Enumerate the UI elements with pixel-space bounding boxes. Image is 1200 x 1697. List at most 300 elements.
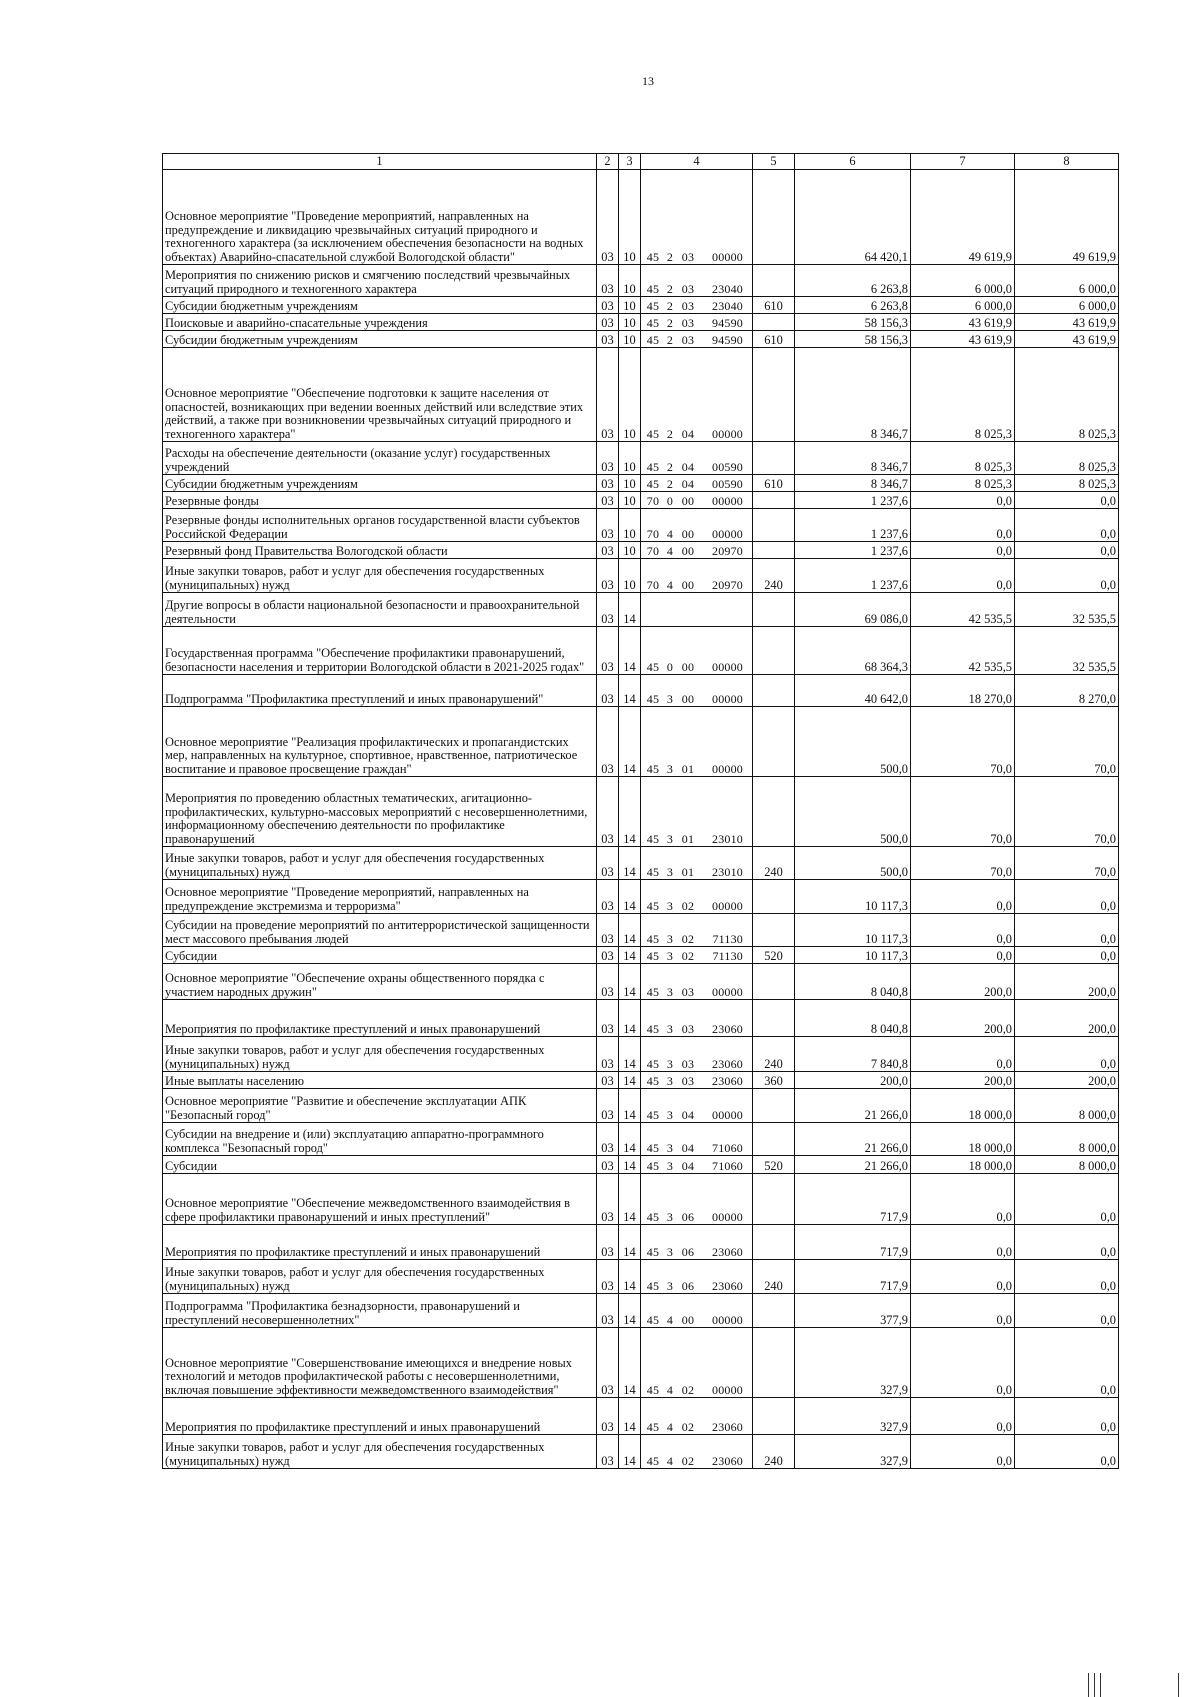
code-subprogram: 2	[666, 460, 674, 475]
row-subsection: 10	[619, 265, 641, 297]
row-subsection: 14	[619, 947, 641, 964]
row-name: Иные закупки товаров, работ и услуг для обеспечения государственных (муниципальных) нужд	[163, 847, 597, 880]
row-expense-type	[753, 1398, 795, 1435]
code-program: 45	[646, 1159, 660, 1174]
code-program: 45	[646, 762, 660, 777]
row-subsection: 14	[619, 1435, 641, 1469]
row-target-code	[641, 331, 753, 348]
row-amount-col7: 6 000,0	[911, 297, 1015, 314]
row-amount-col6: 69 086,0	[795, 593, 911, 627]
row-name: Резервные фонды исполнительных органов государственной власти субъектов Российской Федерации	[163, 509, 597, 542]
row-amount-col8: 0,0	[1015, 914, 1119, 947]
code-direction: 23060	[712, 1420, 743, 1435]
row-amount-col7: 0,0	[911, 1260, 1015, 1294]
code-direction: 23060	[712, 1454, 743, 1469]
header-col-3: 3	[619, 154, 641, 170]
row-section: 03	[597, 1037, 619, 1072]
row-amount-col6: 1 237,6	[795, 559, 911, 593]
row-section: 03	[597, 964, 619, 1000]
code-program: 45	[646, 250, 660, 265]
row-expense-type	[753, 777, 795, 847]
row-expense-type: 240	[753, 1435, 795, 1469]
row-target-code	[641, 1294, 753, 1328]
row-target-code	[641, 947, 753, 964]
code-program: 45	[646, 1313, 660, 1328]
code-program: 45	[646, 1141, 660, 1156]
row-amount-col8: 0,0	[1015, 947, 1119, 964]
row-subsection: 14	[619, 1225, 641, 1260]
code-subprogram: 4	[666, 544, 674, 559]
table-row	[163, 542, 1119, 559]
code-subprogram: 3	[666, 1108, 674, 1123]
row-amount-col7: 0,0	[911, 492, 1015, 509]
code-subprogram: 3	[666, 1057, 674, 1072]
row-amount-col7: 42 535,5	[911, 593, 1015, 627]
code-subprogram: 3	[666, 1022, 674, 1037]
code-direction: 20970	[712, 578, 743, 593]
code-direction: 00000	[712, 1210, 743, 1225]
row-amount-col7: 8 025,3	[911, 348, 1015, 442]
table-row	[163, 1174, 1119, 1225]
row-expense-type	[753, 914, 795, 947]
row-subsection: 10	[619, 331, 641, 348]
row-section: 03	[597, 265, 619, 297]
code-subprogram: 0	[666, 660, 674, 675]
row-target-code	[641, 1072, 753, 1089]
row-expense-type: 610	[753, 475, 795, 492]
table-row	[163, 559, 1119, 593]
row-amount-col7: 0,0	[911, 1435, 1015, 1469]
row-amount-col7: 0,0	[911, 1037, 1015, 1072]
row-target-code	[641, 1435, 753, 1469]
row-expense-type	[753, 1000, 795, 1037]
row-subsection: 14	[619, 707, 641, 777]
table-row	[163, 777, 1119, 847]
row-amount-col7: 42 535,5	[911, 627, 1015, 675]
row-section: 03	[597, 492, 619, 509]
row-subsection: 14	[619, 880, 641, 914]
header-col-1: 1	[163, 154, 597, 170]
row-target-code	[641, 509, 753, 542]
code-event: 02	[681, 1383, 695, 1398]
row-section: 03	[597, 297, 619, 314]
row-target-code	[641, 627, 753, 675]
row-subsection: 10	[619, 314, 641, 331]
row-section: 03	[597, 1328, 619, 1398]
row-amount-col8: 8 025,3	[1015, 442, 1119, 475]
code-direction: 23060	[712, 1074, 743, 1089]
code-subprogram: 2	[666, 250, 674, 265]
table-row	[163, 1123, 1119, 1156]
row-amount-col8: 6 000,0	[1015, 297, 1119, 314]
row-section: 03	[597, 847, 619, 880]
code-subprogram: 3	[666, 865, 674, 880]
row-amount-col7: 18 000,0	[911, 1123, 1015, 1156]
code-subprogram: 0	[666, 494, 674, 509]
row-target-code	[641, 1089, 753, 1123]
row-subsection: 14	[619, 1089, 641, 1123]
code-direction: 00000	[712, 762, 743, 777]
row-expense-type	[753, 593, 795, 627]
code-subprogram: 2	[666, 333, 674, 348]
row-amount-col6: 40 642,0	[795, 675, 911, 707]
code-program: 45	[646, 1074, 660, 1089]
table-row	[163, 1037, 1119, 1072]
code-subprogram: 3	[666, 1159, 674, 1174]
code-program: 45	[646, 1057, 660, 1072]
code-event: 03	[681, 316, 695, 331]
row-expense-type	[753, 1225, 795, 1260]
code-event: 04	[681, 477, 695, 492]
row-subsection: 14	[619, 1037, 641, 1072]
row-amount-col6: 8 346,7	[795, 348, 911, 442]
row-target-code	[641, 559, 753, 593]
row-amount-col6: 200,0	[795, 1072, 911, 1089]
row-section: 03	[597, 1174, 619, 1225]
row-name: Иные закупки товаров, работ и услуг для обеспечения государственных (муниципальных) нужд	[163, 1037, 597, 1072]
row-expense-type	[753, 880, 795, 914]
table-row	[163, 627, 1119, 675]
code-direction: 00000	[712, 527, 743, 542]
row-amount-col7: 6 000,0	[911, 265, 1015, 297]
table-row	[163, 170, 1119, 265]
table-row	[163, 1089, 1119, 1123]
code-event: 06	[681, 1210, 695, 1225]
code-program: 45	[646, 1245, 660, 1260]
row-target-code	[641, 1260, 753, 1294]
header-col-4: 4	[641, 154, 753, 170]
row-amount-col6: 717,9	[795, 1174, 911, 1225]
row-amount-col8: 32 535,5	[1015, 593, 1119, 627]
code-event: 00	[681, 494, 695, 509]
row-amount-col6: 500,0	[795, 777, 911, 847]
row-section: 03	[597, 675, 619, 707]
code-subprogram: 4	[666, 1383, 674, 1398]
code-subprogram: 4	[666, 1313, 674, 1328]
row-amount-col7: 0,0	[911, 1398, 1015, 1435]
code-program: 45	[646, 832, 660, 847]
row-amount-col6: 21 266,0	[795, 1123, 911, 1156]
row-target-code	[641, 914, 753, 947]
row-name: Иные выплаты населению	[163, 1072, 597, 1089]
table-row	[163, 1225, 1119, 1260]
row-expense-type	[753, 265, 795, 297]
row-name: Субсидии	[163, 1156, 597, 1174]
code-event: 03	[681, 1074, 695, 1089]
code-subprogram: 4	[666, 1420, 674, 1435]
code-program: 45	[646, 692, 660, 707]
code-subprogram: 3	[666, 832, 674, 847]
row-name: Субсидии бюджетным учреждениям	[163, 475, 597, 492]
row-amount-col8: 0,0	[1015, 1037, 1119, 1072]
code-subprogram: 3	[666, 985, 674, 1000]
row-expense-type	[753, 707, 795, 777]
row-amount-col7: 18 270,0	[911, 675, 1015, 707]
code-program: 45	[646, 985, 660, 1000]
row-name: Другие вопросы в области национальной безопасности и правоохранительной деятельности	[163, 593, 597, 627]
code-event: 02	[681, 1420, 695, 1435]
code-event: 03	[681, 333, 695, 348]
row-expense-type	[753, 1089, 795, 1123]
row-amount-col7: 18 000,0	[911, 1089, 1015, 1123]
row-target-code	[641, 1000, 753, 1037]
row-amount-col6: 8 346,7	[795, 442, 911, 475]
code-program: 45	[646, 1383, 660, 1398]
row-name: Резервные фонды	[163, 492, 597, 509]
row-name: Резервный фонд Правительства Вологодской области	[163, 542, 597, 559]
row-subsection: 10	[619, 442, 641, 475]
code-event: 01	[681, 832, 695, 847]
row-target-code	[641, 593, 753, 627]
code-program: 45	[646, 460, 660, 475]
row-name: Расходы на обеспечение деятельности (оказание услуг) государственных учреждений	[163, 442, 597, 475]
row-amount-col7: 0,0	[911, 1225, 1015, 1260]
code-event: 03	[681, 1057, 695, 1072]
table-row	[163, 1072, 1119, 1089]
row-expense-type: 520	[753, 947, 795, 964]
code-program: 45	[646, 427, 660, 442]
table-row	[163, 593, 1119, 627]
row-name: Основное мероприятие "Обеспечение подготовки к защите населения от опасностей, возникающих при ведении военных действий или вследствие этих действий, а также при возникновении чрезвычайных ситуаций природного и техногенного характера"	[163, 348, 597, 442]
row-subsection: 14	[619, 964, 641, 1000]
table-row	[163, 492, 1119, 509]
row-name: Подпрограмма "Профилактика безнадзорности, правонарушений и преступлений несовершеннолетних"	[163, 1294, 597, 1328]
code-subprogram: 4	[666, 578, 674, 593]
row-amount-col6: 6 263,8	[795, 265, 911, 297]
row-amount-col8: 0,0	[1015, 1328, 1119, 1398]
row-amount-col8: 0,0	[1015, 492, 1119, 509]
row-amount-col6: 21 266,0	[795, 1089, 911, 1123]
row-target-code	[641, 1156, 753, 1174]
row-expense-type	[753, 675, 795, 707]
row-amount-col8: 0,0	[1015, 542, 1119, 559]
row-subsection: 14	[619, 1294, 641, 1328]
table-row	[163, 1260, 1119, 1294]
row-name: Основное мероприятие "Реализация профилактических и пропагандистских мер, направленных на культурное, спортивное, нравственное, патриотическое воспитание и правовое просвещение граждан"	[163, 707, 597, 777]
row-name: Основное мероприятие "Обеспечение охраны общественного порядка с участием народных дружин"	[163, 964, 597, 1000]
row-subsection: 14	[619, 1174, 641, 1225]
row-name: Мероприятия по профилактике преступлений и иных правонарушений	[163, 1225, 597, 1260]
row-amount-col8: 8 270,0	[1015, 675, 1119, 707]
code-event: 00	[681, 544, 695, 559]
row-amount-col7: 0,0	[911, 542, 1015, 559]
code-direction: 00000	[712, 692, 743, 707]
code-subprogram: 3	[666, 1141, 674, 1156]
table-row	[163, 1294, 1119, 1328]
code-subprogram: 3	[666, 692, 674, 707]
row-expense-type	[753, 1328, 795, 1398]
row-name: Субсидии	[163, 947, 597, 964]
row-name: Иные закупки товаров, работ и услуг для обеспечения государственных (муниципальных) нужд	[163, 1435, 597, 1469]
code-direction: 00590	[712, 477, 743, 492]
row-amount-col8: 0,0	[1015, 1260, 1119, 1294]
code-direction: 23040	[712, 299, 743, 314]
header-col-8: 8	[1015, 154, 1119, 170]
row-section: 03	[597, 475, 619, 492]
code-event: 02	[681, 899, 695, 914]
row-section: 03	[597, 707, 619, 777]
row-expense-type: 520	[753, 1156, 795, 1174]
code-direction: 23040	[712, 282, 743, 297]
row-section: 03	[597, 627, 619, 675]
code-event: 04	[681, 1108, 695, 1123]
row-name: Мероприятия по профилактике преступлений и иных правонарушений	[163, 1398, 597, 1435]
code-program: 45	[646, 1454, 660, 1469]
row-amount-col8: 8 000,0	[1015, 1123, 1119, 1156]
code-event: 01	[681, 865, 695, 880]
row-amount-col8: 0,0	[1015, 509, 1119, 542]
row-expense-type	[753, 492, 795, 509]
code-event: 03	[681, 1022, 695, 1037]
table-row	[163, 675, 1119, 707]
table-row	[163, 265, 1119, 297]
row-target-code	[641, 880, 753, 914]
row-amount-col6: 327,9	[795, 1328, 911, 1398]
row-amount-col8: 200,0	[1015, 964, 1119, 1000]
row-target-code	[641, 1398, 753, 1435]
row-target-code	[641, 1328, 753, 1398]
row-target-code	[641, 707, 753, 777]
code-direction: 23060	[712, 1245, 743, 1260]
code-event: 03	[681, 299, 695, 314]
row-target-code	[641, 777, 753, 847]
header-col-7: 7	[911, 154, 1015, 170]
code-subprogram: 2	[666, 282, 674, 297]
row-amount-col6: 717,9	[795, 1260, 911, 1294]
row-amount-col6: 10 117,3	[795, 914, 911, 947]
row-amount-col7: 43 619,9	[911, 331, 1015, 348]
row-amount-col7: 200,0	[911, 964, 1015, 1000]
row-amount-col8: 8 000,0	[1015, 1156, 1119, 1174]
row-amount-col6: 327,9	[795, 1398, 911, 1435]
table-row	[163, 947, 1119, 964]
row-expense-type	[753, 542, 795, 559]
row-section: 03	[597, 914, 619, 947]
table-row	[163, 1435, 1119, 1469]
code-direction: 00000	[712, 1313, 743, 1328]
row-amount-col7: 200,0	[911, 1072, 1015, 1089]
row-target-code	[641, 964, 753, 1000]
row-amount-col7: 0,0	[911, 1294, 1015, 1328]
row-name: Основное мероприятие "Развитие и обеспечение эксплуатации АПК "Безопасный город"	[163, 1089, 597, 1123]
row-amount-col6: 1 237,6	[795, 542, 911, 559]
code-subprogram: 3	[666, 932, 674, 947]
row-amount-col7: 70,0	[911, 707, 1015, 777]
row-amount-col6: 1 237,6	[795, 492, 911, 509]
code-direction: 00000	[712, 494, 743, 509]
row-expense-type: 360	[753, 1072, 795, 1089]
row-amount-col7: 0,0	[911, 509, 1015, 542]
row-amount-col8: 6 000,0	[1015, 265, 1119, 297]
row-amount-col8: 0,0	[1015, 880, 1119, 914]
code-direction: 23060	[712, 1279, 743, 1294]
row-expense-type	[753, 442, 795, 475]
row-target-code	[641, 348, 753, 442]
row-subsection: 10	[619, 509, 641, 542]
table-row	[163, 1398, 1119, 1435]
code-program: 70	[646, 578, 660, 593]
row-subsection: 10	[619, 559, 641, 593]
row-amount-col8: 70,0	[1015, 707, 1119, 777]
row-expense-type	[753, 348, 795, 442]
code-program: 45	[646, 1022, 660, 1037]
row-amount-col8: 43 619,9	[1015, 331, 1119, 348]
row-expense-type	[753, 509, 795, 542]
row-subsection: 14	[619, 675, 641, 707]
row-amount-col6: 500,0	[795, 847, 911, 880]
code-event: 06	[681, 1279, 695, 1294]
table-row	[163, 1156, 1119, 1174]
code-program: 45	[646, 1279, 660, 1294]
row-section: 03	[597, 442, 619, 475]
row-expense-type	[753, 964, 795, 1000]
header-col-5: 5	[753, 154, 795, 170]
row-amount-col8: 32 535,5	[1015, 627, 1119, 675]
table-row	[163, 348, 1119, 442]
row-section: 03	[597, 331, 619, 348]
row-amount-col6: 58 156,3	[795, 331, 911, 348]
row-amount-col6: 68 364,3	[795, 627, 911, 675]
row-target-code	[641, 1225, 753, 1260]
code-direction: 71060	[712, 1159, 743, 1174]
row-target-code	[641, 442, 753, 475]
header-col-2: 2	[597, 154, 619, 170]
row-amount-col8: 8 025,3	[1015, 475, 1119, 492]
code-event: 04	[681, 1141, 695, 1156]
code-program: 45	[646, 1210, 660, 1225]
table-body	[163, 170, 1119, 1469]
code-event: 00	[681, 527, 695, 542]
row-target-code	[641, 314, 753, 331]
row-amount-col7: 18 000,0	[911, 1156, 1015, 1174]
code-event: 00	[681, 692, 695, 707]
row-amount-col7: 8 025,3	[911, 442, 1015, 475]
row-amount-col8: 0,0	[1015, 1398, 1119, 1435]
row-amount-col8: 70,0	[1015, 847, 1119, 880]
row-amount-col6: 500,0	[795, 707, 911, 777]
row-name: Мероприятия по проведению областных тематических, агитационно-профилактических, культурно-массовых мероприятий с несовершеннолетними, информационному обеспечению деятельности по профилактике правонарушений	[163, 777, 597, 847]
code-direction: 94590	[712, 316, 743, 331]
row-expense-type	[753, 1174, 795, 1225]
row-amount-col6: 21 266,0	[795, 1156, 911, 1174]
row-section: 03	[597, 1435, 619, 1469]
code-event: 00	[681, 1313, 695, 1328]
row-amount-col6: 6 263,8	[795, 297, 911, 314]
code-program: 45	[646, 299, 660, 314]
row-amount-col8: 200,0	[1015, 1072, 1119, 1089]
row-section: 03	[597, 1225, 619, 1260]
row-section: 03	[597, 777, 619, 847]
row-expense-type	[753, 314, 795, 331]
code-event: 01	[681, 762, 695, 777]
row-subsection: 14	[619, 847, 641, 880]
code-program: 45	[646, 282, 660, 297]
row-section: 03	[597, 170, 619, 265]
row-amount-col8: 0,0	[1015, 1174, 1119, 1225]
row-section: 03	[597, 1089, 619, 1123]
code-direction: 00000	[712, 1108, 743, 1123]
row-amount-col8: 49 619,9	[1015, 170, 1119, 265]
code-direction: 23010	[712, 832, 743, 847]
code-direction: 23060	[712, 1022, 743, 1037]
row-section: 03	[597, 880, 619, 914]
table-row	[163, 847, 1119, 880]
row-subsection: 14	[619, 1000, 641, 1037]
row-amount-col7: 0,0	[911, 1328, 1015, 1398]
row-expense-type: 240	[753, 559, 795, 593]
code-subprogram: 2	[666, 316, 674, 331]
row-section: 03	[597, 542, 619, 559]
